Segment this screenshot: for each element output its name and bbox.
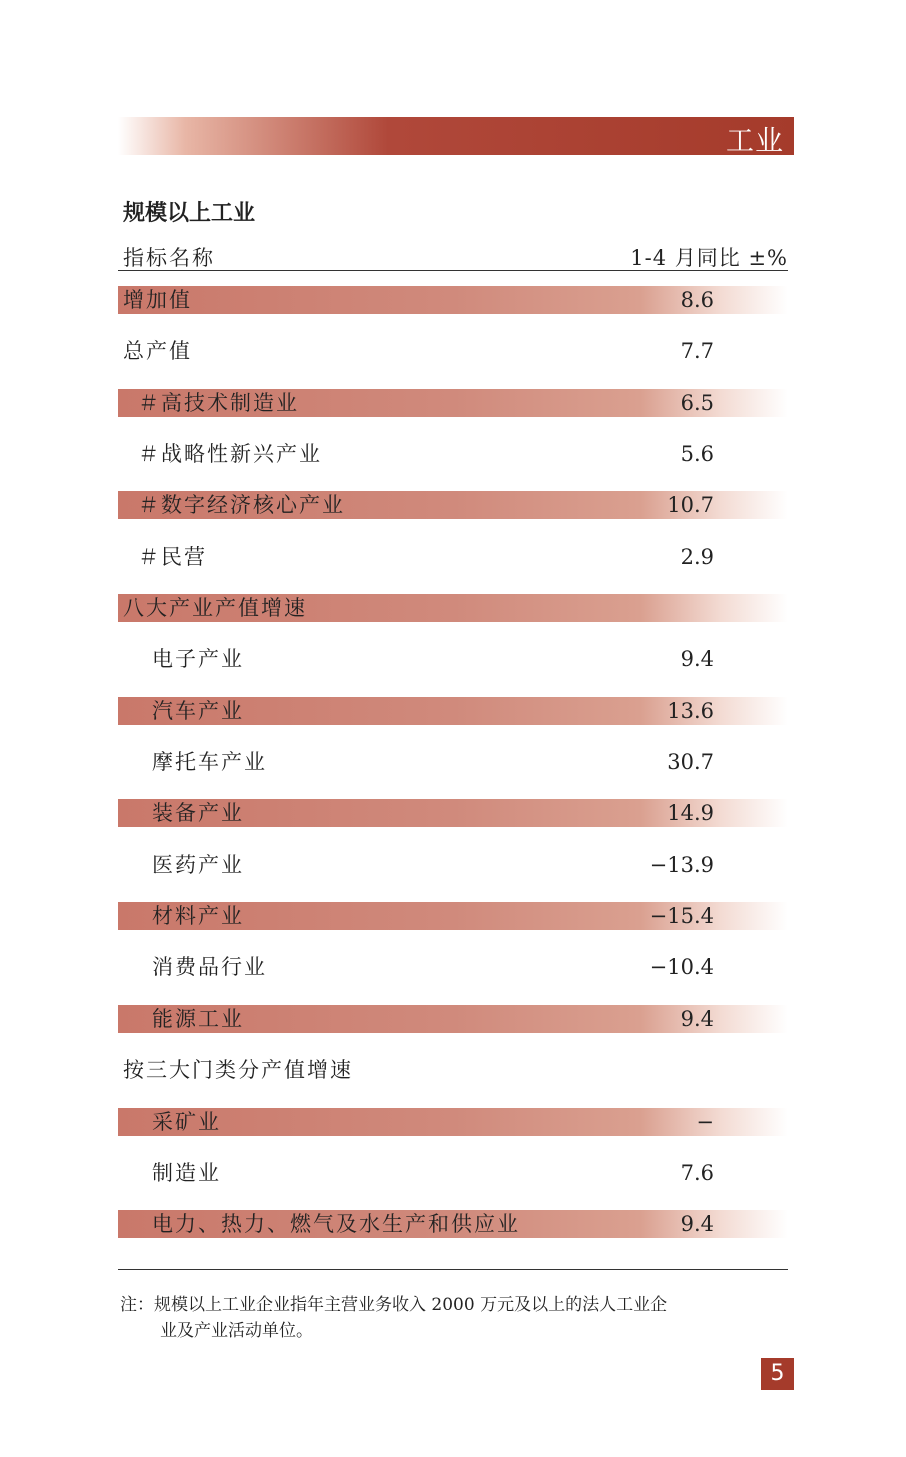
table-row bbox=[118, 491, 788, 519]
table-column-header bbox=[118, 240, 788, 271]
row-label: ＃民营 bbox=[138, 544, 207, 569]
row-label: 增加值 bbox=[123, 288, 192, 312]
row-value: 6.5 bbox=[680, 390, 714, 415]
table-row bbox=[118, 851, 788, 879]
row-label: 电力、热力、燃气及水生产和供应业 bbox=[152, 1212, 520, 1237]
row-label: 电子产业 bbox=[152, 647, 244, 672]
row-value: 30.7 bbox=[667, 750, 714, 775]
row-value: 7.7 bbox=[680, 339, 714, 364]
row-value: 7.6 bbox=[680, 1160, 714, 1185]
row-label: ＃战略性新兴产业 bbox=[138, 442, 322, 467]
table-row bbox=[118, 594, 788, 622]
table-row bbox=[118, 1210, 788, 1238]
footnote-line-1: 注：规模以上工业企业指年主营业务收入 2000 万元及以上的法人工业企 bbox=[120, 1295, 668, 1315]
section-title: 规模以上工业 bbox=[123, 201, 256, 226]
row-label: 消费品行业 bbox=[152, 955, 267, 980]
row-value: 9.4 bbox=[680, 1212, 714, 1237]
table-row bbox=[118, 953, 788, 981]
row-label: 按三大门类分产值增速 bbox=[123, 1058, 353, 1083]
footnote bbox=[120, 1292, 792, 1344]
table-row bbox=[118, 902, 788, 930]
table-row bbox=[118, 389, 788, 417]
table-row bbox=[118, 1005, 788, 1033]
table-row bbox=[118, 645, 788, 673]
table-row bbox=[118, 1108, 788, 1136]
table-row bbox=[118, 799, 788, 827]
row-value: 2.9 bbox=[680, 544, 714, 569]
table-row bbox=[118, 1056, 788, 1084]
row-label: 采矿业 bbox=[152, 1109, 221, 1134]
column-header-value: 1-4 月同比 ±% bbox=[630, 246, 788, 270]
row-label: ＃高技术制造业 bbox=[138, 390, 299, 415]
table-bottom-rule bbox=[118, 1269, 788, 1270]
row-label: 装备产业 bbox=[152, 801, 244, 826]
row-label: 汽车产业 bbox=[152, 698, 244, 723]
indicator-table bbox=[118, 286, 788, 1262]
page-number: 5 bbox=[761, 1358, 794, 1390]
row-value: 13.6 bbox=[667, 698, 714, 723]
table-row bbox=[118, 286, 788, 314]
table-row bbox=[118, 543, 788, 571]
footnote-line-2: 业及产业活动单位。 bbox=[160, 1321, 313, 1341]
row-value: −15.4 bbox=[649, 904, 714, 929]
row-label: 八大产业产值增速 bbox=[123, 596, 307, 621]
row-label: 制造业 bbox=[152, 1160, 221, 1185]
section-header-title: 工业 bbox=[725, 124, 784, 157]
table-row bbox=[118, 1159, 788, 1187]
row-value: 9.4 bbox=[680, 647, 714, 672]
table-row bbox=[118, 697, 788, 725]
table-row bbox=[118, 337, 788, 365]
row-label: 材料产业 bbox=[152, 904, 244, 929]
row-value: − bbox=[696, 1109, 714, 1134]
row-label: 能源工业 bbox=[152, 1006, 244, 1031]
row-value: 9.4 bbox=[680, 1006, 714, 1031]
row-value: −13.9 bbox=[649, 852, 714, 877]
row-value: 10.7 bbox=[667, 493, 714, 518]
row-label: 摩托车产业 bbox=[152, 750, 267, 775]
row-label: ＃数字经济核心产业 bbox=[138, 493, 345, 518]
row-value: −10.4 bbox=[649, 955, 714, 980]
row-label: 医药产业 bbox=[152, 852, 244, 877]
column-header-name: 指标名称 bbox=[123, 246, 215, 270]
row-label: 总产值 bbox=[123, 339, 192, 364]
row-value: 8.6 bbox=[680, 288, 714, 312]
row-value: 5.6 bbox=[680, 442, 714, 467]
section-header-bar bbox=[118, 117, 794, 155]
table-row bbox=[118, 748, 788, 776]
row-value: 14.9 bbox=[667, 801, 714, 826]
table-row bbox=[118, 440, 788, 468]
